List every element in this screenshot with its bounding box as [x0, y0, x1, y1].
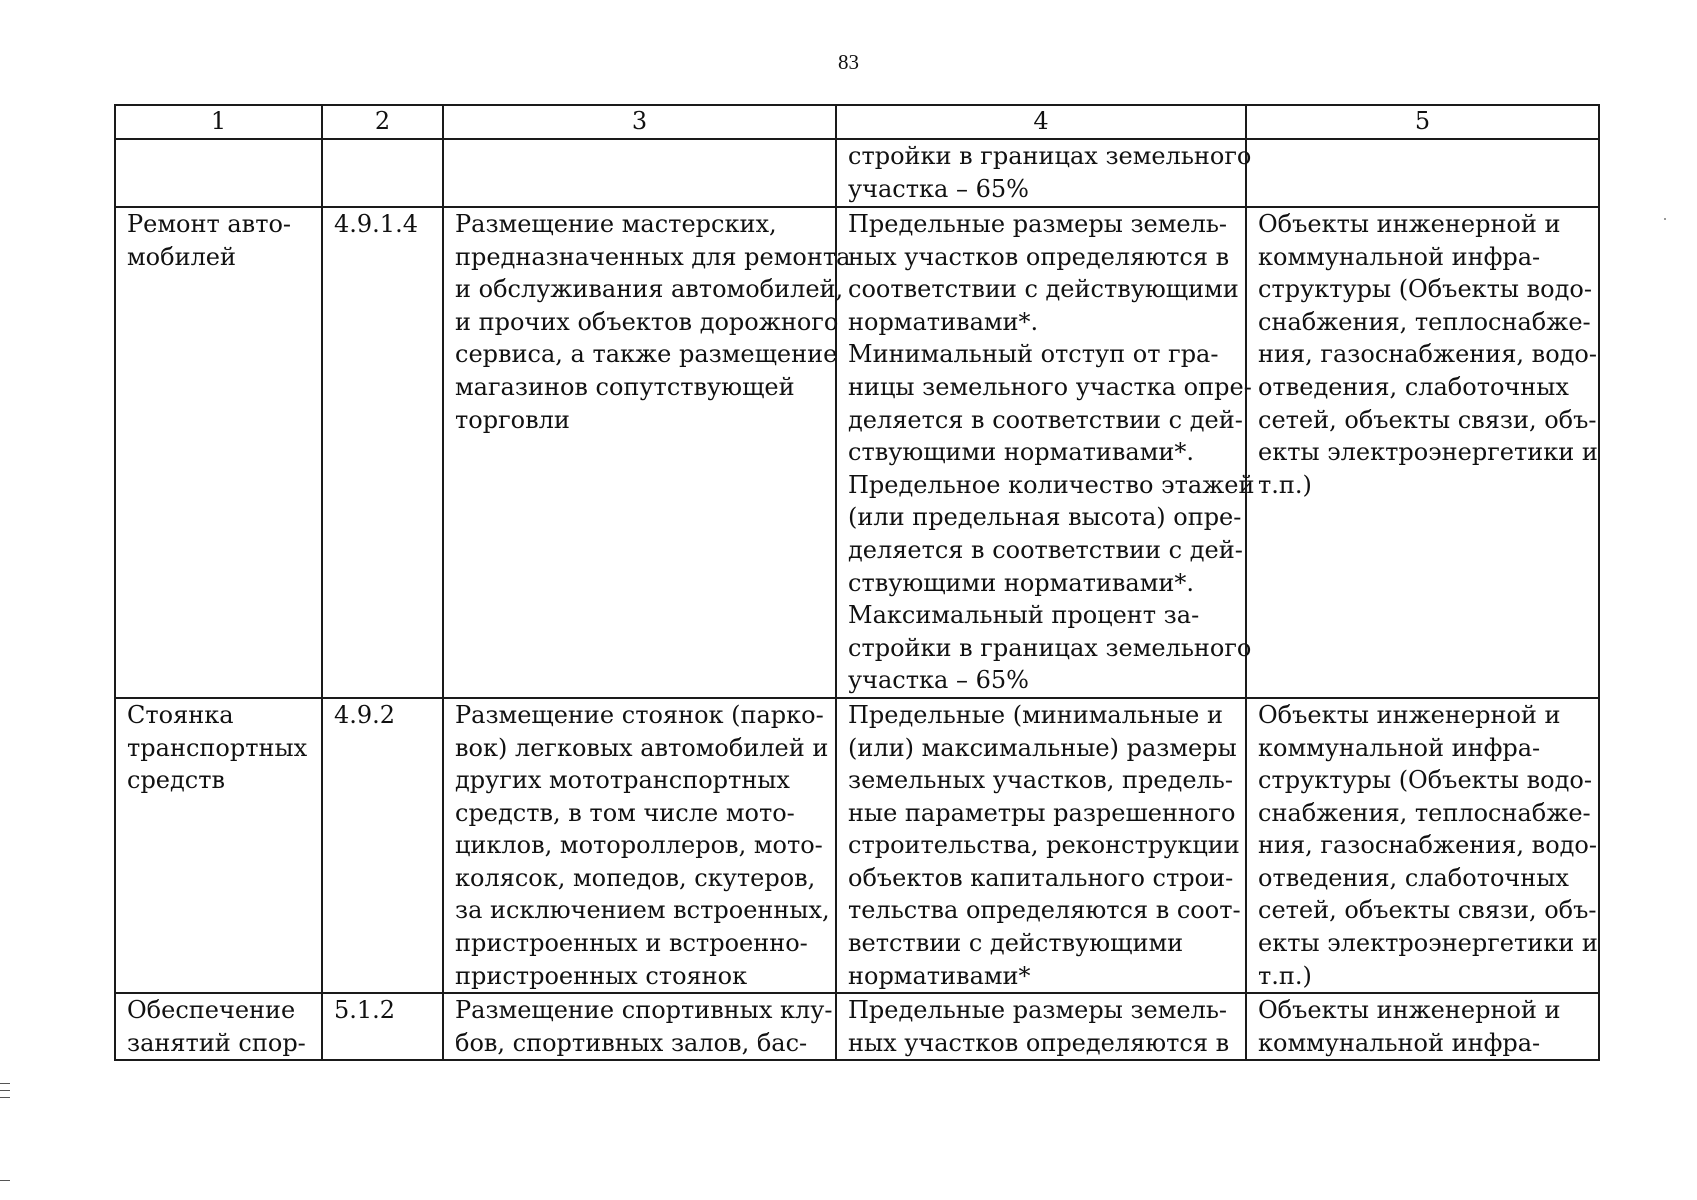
parameters-cell: [836, 207, 1255, 698]
cell-text-line: земельных участков, предель-: [848, 766, 1233, 795]
cell-text-line: снабжения, теплоснабже-: [1258, 798, 1591, 827]
cell-text-line: деляется в соответствии с дей-: [848, 405, 1243, 434]
cell-text-line: Предельные (минимальные и: [848, 700, 1223, 729]
cell-text-line: Предельные размеры земель-: [848, 996, 1228, 1025]
cell-text-line: объектов капитального строи-: [848, 863, 1234, 892]
cell-text-line: сервиса, а также размещение: [455, 340, 838, 369]
use-type-name-cell: [115, 993, 322, 1060]
cell-text-line: снабжения, теплоснабже-: [1258, 307, 1591, 336]
cell-text-line: занятий спор-: [127, 1028, 306, 1057]
land-use-table: [114, 104, 1600, 1061]
cell-text-line: и прочих объектов дорожного: [455, 307, 839, 336]
cell-text-line: ветствии с действующими: [848, 929, 1184, 958]
cell-text-line: коммунальной инфра-: [1258, 733, 1541, 762]
scan-artifact: [0, 1180, 10, 1181]
use-code-cell: [322, 139, 443, 207]
cell-text-line: бов, спортивных залов, бас-: [455, 1028, 808, 1057]
cell-text-line: Стоянка: [127, 700, 234, 729]
table-row: [115, 993, 1599, 1060]
cell-text-line: пристроенных стоянок: [455, 961, 748, 990]
use-description-cell: [443, 993, 836, 1060]
use-type-name-cell: [115, 698, 322, 993]
cell-text-line: Размещение стоянок (парко-: [455, 700, 824, 729]
cell-text-line: средств, в том числе мото-: [455, 798, 795, 827]
cell-text-line: Объекты инженерной и: [1258, 996, 1561, 1025]
cell-text-line: 4.9.1.4: [334, 210, 418, 238]
cell-text-line: Размещение мастерских,: [455, 210, 777, 238]
cell-text-line: за исключением встроенных,: [455, 896, 830, 925]
column-header: 1: [115, 105, 322, 139]
cell-text-line: екты электроэнергетики и: [1258, 929, 1598, 958]
cell-text-line: структуры (Объекты водо-: [1258, 275, 1592, 304]
cell-text-line: других мототранспортных: [455, 766, 790, 795]
cell-text-line: ных участков определяются в: [848, 242, 1230, 271]
cell-text-line: Размещение спортивных клу-: [455, 996, 833, 1025]
cell-text-line: Предельные размеры земель-: [848, 210, 1228, 238]
cell-text-line: соответствии с действующими: [848, 275, 1239, 304]
cell-text-line: стройки в границах земельного: [848, 633, 1252, 662]
cell-text-line: деляется в соответствии с дей-: [848, 535, 1243, 564]
cell-text-line: магазинов сопутствующей: [455, 372, 795, 401]
table-header-row: [115, 105, 1599, 139]
parameters-cell: [836, 139, 1252, 207]
table-row: [115, 139, 1599, 207]
cell-text-line: транспортных: [127, 733, 308, 762]
use-type-name-cell: [115, 207, 322, 698]
cell-text-line: участка – 65%: [848, 174, 1029, 203]
auxiliary-objects-cell: [1246, 207, 1599, 698]
auxiliary-objects-cell: [1246, 139, 1599, 207]
cell-text-line: колясок, мопедов, скутеров,: [455, 863, 816, 892]
cell-text-line: ния, газоснабжения, водо-: [1258, 340, 1597, 369]
cell-text-line: ницы земельного участка опре-: [848, 372, 1252, 401]
cell-text-line: т.п.): [1258, 470, 1312, 499]
cell-text-line: т.п.): [1258, 961, 1312, 990]
column-header: 2: [322, 105, 443, 139]
cell-text-line: строительства, реконструкции: [848, 831, 1240, 860]
cell-text-line: тельства определяются в соот-: [848, 896, 1241, 925]
cell-text-line: ствующими нормативами*.: [848, 438, 1195, 467]
parameters-cell: [836, 993, 1246, 1060]
use-code-cell: [322, 993, 443, 1060]
cell-text-line: сетей, объекты связи, объ-: [1258, 405, 1597, 434]
cell-text-line: (или предельная высота) опре-: [848, 503, 1242, 532]
parameters-cell: [836, 698, 1246, 993]
scan-artifact: [0, 1097, 10, 1098]
cell-text-line: 4.9.2: [334, 700, 396, 729]
cell-text-line: Объекты инженерной и: [1258, 700, 1561, 729]
cell-text-line: Минимальный отступ от гра-: [848, 340, 1219, 369]
column-header: 3: [443, 105, 836, 139]
column-header: 4: [836, 105, 1246, 139]
use-description-cell: [443, 207, 851, 698]
use-description-cell: [443, 139, 836, 207]
cell-text-line: ные параметры разрешенного: [848, 798, 1236, 827]
scan-artifact: [0, 1090, 10, 1091]
cell-text-line: Максимальный процент за-: [848, 601, 1200, 630]
cell-text-line: Обеспечение: [127, 996, 296, 1025]
use-code-cell: [322, 207, 443, 698]
cell-text-line: ных участков определяются в: [848, 1028, 1230, 1057]
cell-text-line: Ремонт авто-: [127, 210, 292, 238]
cell-text-line: 5.1.2: [334, 996, 396, 1025]
cell-text-line: сетей, объекты связи, объ-: [1258, 896, 1597, 925]
cell-text-line: и обслуживания автомобилей,: [455, 275, 844, 304]
table-row: [115, 207, 1599, 698]
table-row: [115, 698, 1599, 993]
cell-text-line: коммунальной инфра-: [1258, 242, 1541, 271]
cell-text-line: стройки в границах земельного: [848, 142, 1252, 170]
cell-text-line: коммунальной инфра-: [1258, 1028, 1541, 1057]
cell-text-line: предназначенных для ремонта: [455, 242, 851, 271]
use-type-name-cell: [115, 139, 322, 207]
cell-text-line: Объекты инженерной и: [1258, 210, 1561, 238]
scan-artifact: [0, 1083, 10, 1084]
cell-text-line: средств: [127, 766, 226, 795]
cell-text-line: (или) максимальные) размеры: [848, 733, 1237, 762]
use-description-cell: [443, 698, 836, 993]
use-code-cell: [322, 698, 443, 993]
scan-artifact: [1664, 218, 1666, 220]
cell-text-line: вок) легковых автомобилей и: [455, 733, 829, 762]
page-number: 83: [838, 50, 859, 74]
cell-text-line: ния, газоснабжения, водо-: [1258, 831, 1597, 860]
cell-text-line: торговли: [455, 405, 570, 434]
cell-text-line: Предельное количество этажей: [848, 470, 1255, 499]
cell-text-line: ствующими нормативами*.: [848, 568, 1195, 597]
auxiliary-objects-cell: [1246, 698, 1599, 993]
cell-text-line: екты электроэнергетики и: [1258, 438, 1598, 467]
column-header: 5: [1246, 105, 1599, 139]
cell-text-line: нормативами*: [848, 961, 1031, 990]
cell-text-line: участка – 65%: [848, 666, 1029, 695]
cell-text-line: отведения, слаботочных: [1258, 372, 1569, 401]
cell-text-line: нормативами*.: [848, 307, 1039, 336]
cell-text-line: циклов, мотороллеров, мото-: [455, 831, 823, 860]
cell-text-line: мобилей: [127, 242, 237, 271]
cell-text-line: отведения, слаботочных: [1258, 863, 1569, 892]
auxiliary-objects-cell: [1246, 993, 1599, 1060]
cell-text-line: пристроенных и встроенно-: [455, 929, 808, 958]
cell-text-line: структуры (Объекты водо-: [1258, 766, 1592, 795]
